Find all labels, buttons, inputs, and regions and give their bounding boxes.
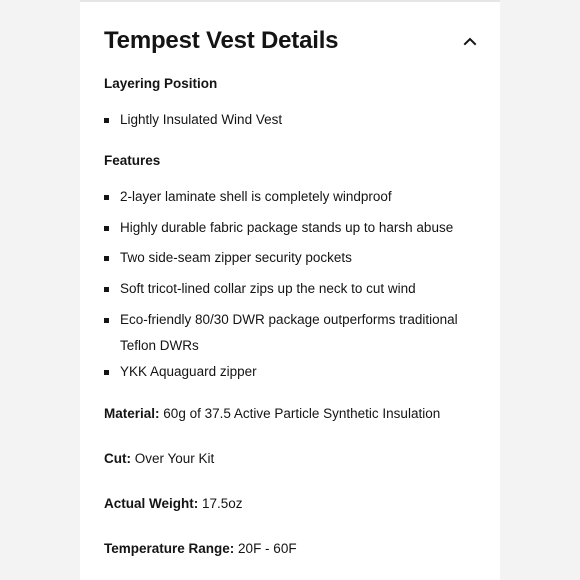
bullet-square-icon	[104, 287, 109, 292]
list-item: YKK Aquaguard zipper	[104, 359, 464, 385]
chevron-up-icon[interactable]	[461, 32, 479, 50]
layering-heading: Layering Position	[104, 76, 218, 91]
list-item: Highly durable fabric package stands up to harsh abuse	[104, 215, 464, 241]
spec-cut: Cut: Over Your Kit	[104, 451, 215, 466]
list-item: Lightly Insulated Wind Vest	[104, 107, 464, 133]
bullet-square-icon	[104, 118, 109, 123]
spec-weight: Actual Weight: 17.5oz	[104, 496, 243, 511]
list-item: Two side-seam zipper security pockets	[104, 245, 464, 271]
details-header[interactable]	[104, 26, 484, 58]
bullet-square-icon	[104, 370, 109, 375]
details-title: Tempest Vest Details	[104, 27, 339, 54]
product-details-panel	[80, 0, 500, 580]
spec-temperature-range: Temperature Range: 20F - 60F	[104, 541, 297, 556]
bullet-square-icon	[104, 226, 109, 231]
bullet-square-icon	[104, 256, 109, 261]
bullet-square-icon	[104, 195, 109, 200]
features-heading: Features	[104, 153, 161, 168]
spec-material: Material: 60g of 37.5 Active Particle Synthetic Insulation	[104, 406, 441, 421]
list-item: Eco-friendly 80/30 DWR package outperforms traditional Teflon DWRs	[104, 307, 464, 359]
list-item: 2-layer laminate shell is completely windproof	[104, 184, 464, 210]
bullet-square-icon	[104, 318, 109, 323]
list-item: Soft tricot-lined collar zips up the neck to cut wind	[104, 276, 464, 302]
